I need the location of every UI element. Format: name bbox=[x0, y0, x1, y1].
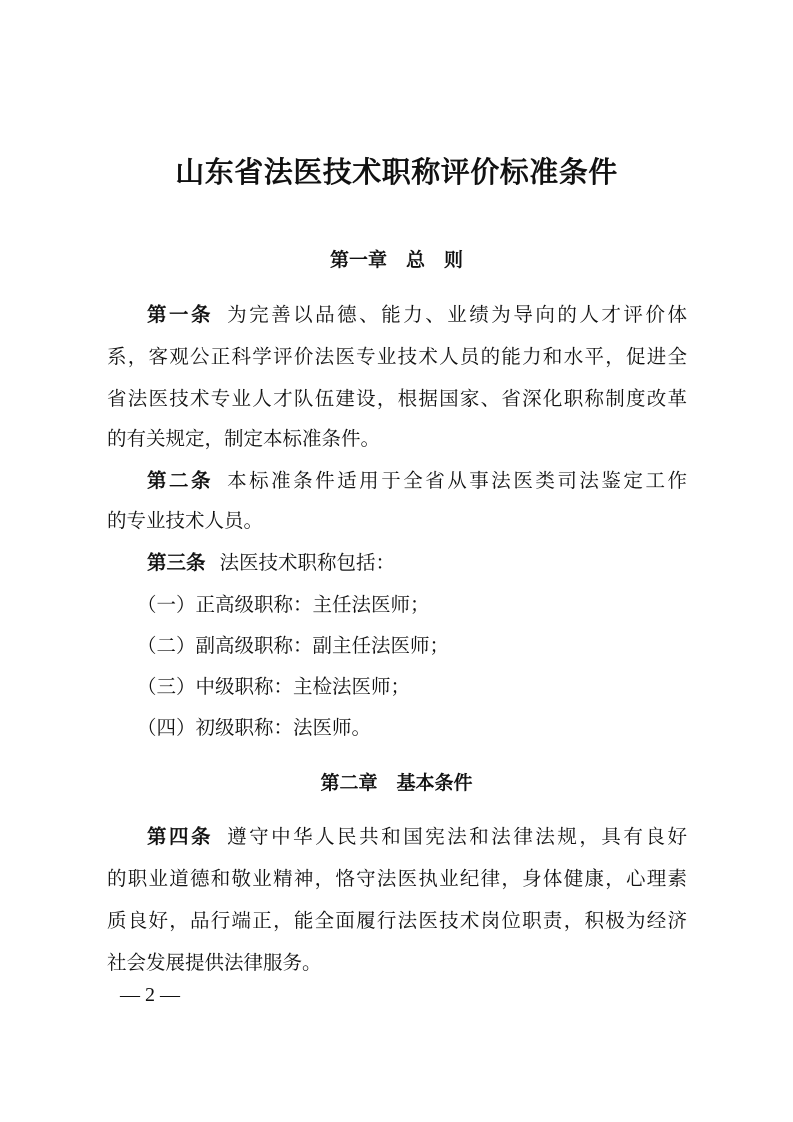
article-1-label: 第一条 bbox=[147, 303, 214, 326]
article-3-label: 第三条 bbox=[147, 551, 206, 574]
article-3-item-4: （四）初级职称：法医师。 bbox=[137, 716, 372, 739]
page-number: — 2 — bbox=[120, 984, 180, 1006]
article-1-line-2: 系，客观公正科学评价法医专业技术人员的能力和水平，促进全 bbox=[107, 345, 687, 368]
article-4-line-3: 质良好，品行端正，能全面履行法医技术岗位职责，积极为经济 bbox=[107, 909, 687, 932]
article-1-line-1: 第一条 为完善以品德、能力、业绩为导向的人才评价体 bbox=[147, 303, 687, 326]
article-2-line-2: 的专业技术人员。 bbox=[107, 509, 264, 532]
article-3-item-1: （一）正高级职称：主任法医师； bbox=[137, 593, 430, 616]
article-1-line-3: 省法医技术专业人才队伍建设，根据国家、省深化职称制度改革 bbox=[107, 387, 687, 410]
article-1-line-4: 的有关规定，制定本标准条件。 bbox=[107, 427, 381, 450]
document-title: 山东省法医技术职称评价标准条件 bbox=[175, 155, 618, 189]
article-4-line-4: 社会发展提供法律服务。 bbox=[107, 951, 322, 974]
article-3-item-2: （二）副高级职称：副主任法医师； bbox=[137, 634, 450, 657]
article-2-label: 第二条 bbox=[147, 469, 214, 492]
article-4-label: 第四条 bbox=[147, 825, 214, 848]
chapter-1-heading: 第一章 总 则 bbox=[329, 249, 463, 271]
article-3-item-3: （三）中级职称：主检法医师； bbox=[137, 675, 411, 698]
article-2-line-1: 第二条 本标准条件适用于全省从事法医类司法鉴定工作 bbox=[147, 469, 687, 492]
chapter-2-heading: 第二章 基本条件 bbox=[320, 772, 473, 794]
article-4-line-2: 的职业道德和敬业精神，恪守法医执业纪律，身体健康，心理素 bbox=[107, 867, 687, 890]
article-3-line-1: 第三条 法医技术职称包括： bbox=[147, 551, 396, 574]
article-4-line-1: 第四条 遵守中华人民共和国宪法和法律法规，具有良好 bbox=[147, 825, 687, 848]
